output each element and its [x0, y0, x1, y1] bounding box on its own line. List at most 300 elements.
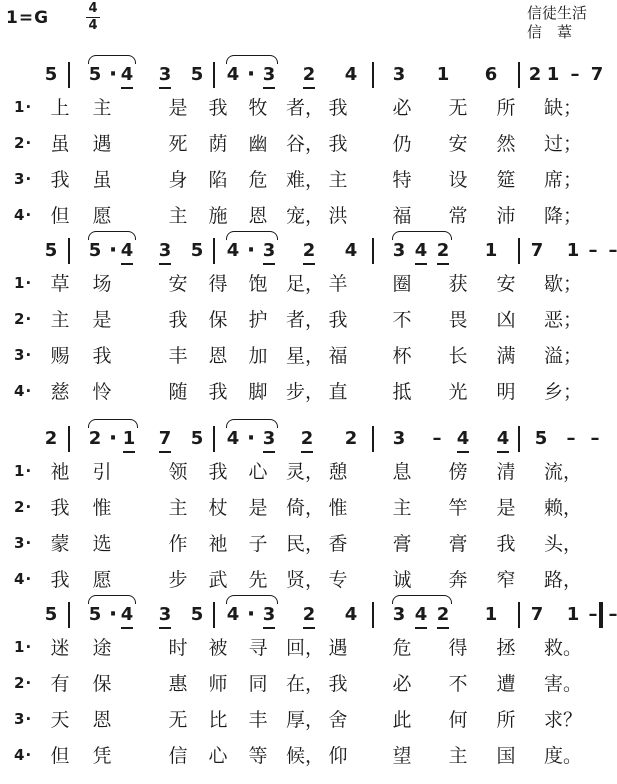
lyric-syllable: 上: [50, 97, 70, 119]
lyric-syllable: 灵，: [286, 461, 325, 483]
dot-mark: ·: [108, 426, 118, 451]
lyric-syllable: 信: [168, 745, 188, 767]
lyric-syllable: 头，: [544, 533, 583, 555]
tie-slur: [88, 595, 136, 604]
verse-number: 2 ·: [14, 498, 31, 516]
lyric-syllable: 度。: [544, 745, 583, 767]
lyric-syllable: 身: [168, 169, 188, 191]
barline: [372, 426, 374, 452]
lyric-syllable: 同: [248, 673, 268, 695]
eighth-underline: [263, 263, 275, 265]
lyric-syllable: 无: [168, 709, 188, 731]
lyric-syllable: 是: [248, 497, 268, 519]
lyric-syllable: 抵: [392, 381, 412, 403]
lyric-syllable: 遭: [496, 673, 516, 695]
barline: [518, 426, 520, 452]
verse-number: 4 ·: [14, 570, 31, 588]
lyric-syllable: 所: [496, 709, 516, 731]
lyric-syllable: 窄: [496, 569, 516, 591]
verse-line: [0, 566, 617, 596]
note: 5: [190, 64, 204, 85]
barline: [372, 602, 374, 628]
note: 5: [88, 64, 102, 85]
lyric-syllable: 是: [92, 309, 112, 331]
lyric-syllable: 回，: [286, 637, 325, 659]
score-system: [0, 60, 617, 238]
eighth-underline: [437, 627, 449, 629]
lyric-syllable: 常: [448, 205, 468, 227]
lyric-syllable: 专: [328, 569, 348, 591]
lyric-syllable: 宠，: [286, 205, 325, 227]
note: 3: [392, 240, 406, 261]
lyric-syllable: 者，: [286, 309, 325, 331]
time-signature-top: 4: [88, 1, 98, 16]
lyric-syllable: 圈: [392, 273, 412, 295]
note: 4: [496, 428, 510, 450]
lyric-syllable: 子: [248, 533, 268, 555]
lyric-syllable: 祂: [208, 533, 228, 555]
lyric-syllable: 我: [328, 309, 348, 331]
lyric-syllable: 安: [168, 273, 188, 295]
lyric-syllable: 我: [208, 97, 228, 119]
note: 4: [226, 240, 240, 261]
note: 4: [414, 240, 428, 262]
lyric-syllable: 长: [448, 345, 468, 367]
lyric-syllable: 必: [392, 97, 412, 119]
note: 1: [566, 604, 580, 625]
note: 2: [344, 428, 358, 449]
note: 5: [44, 64, 58, 85]
note: 2: [302, 240, 316, 262]
lyric-syllable: 我: [208, 461, 228, 483]
verse-number: 2 ·: [14, 310, 31, 328]
time-signature: [86, 2, 100, 33]
lyric-syllable: 幽: [248, 133, 268, 155]
note: 4: [226, 604, 240, 625]
lyric-syllable: 畏: [448, 309, 468, 331]
lyric-syllable: 贤，: [286, 569, 325, 591]
lyric-syllable: 是: [168, 97, 188, 119]
lyric-syllable: 杯: [392, 345, 412, 367]
note: 2: [88, 428, 102, 449]
lyric-syllable: 香: [328, 533, 348, 555]
note: 1: [436, 64, 450, 85]
verse-line: [0, 494, 617, 524]
verse-line: [0, 706, 617, 736]
lyric-syllable: 主: [392, 497, 412, 519]
verse-line: [0, 166, 617, 196]
notation-line: [0, 236, 617, 266]
lyric-syllable: 惠: [168, 673, 188, 695]
lyric-syllable: 但: [50, 205, 70, 227]
lyric-syllable: 福: [392, 205, 412, 227]
extension-dash: –: [570, 64, 580, 85]
lyric-syllable: 虽: [50, 133, 70, 155]
lyric-syllable: 比: [208, 709, 228, 731]
barline: [213, 426, 215, 452]
note: 2: [528, 64, 542, 85]
note: 2: [44, 428, 58, 449]
verse-line: [0, 530, 617, 560]
tie-slur: [226, 231, 278, 240]
note: 1: [122, 428, 136, 450]
lyric-syllable: 天: [50, 709, 70, 731]
lyric-syllable: 我: [328, 97, 348, 119]
lyric-syllable: 获: [448, 273, 468, 295]
note: 3: [392, 604, 406, 625]
eighth-underline: [303, 87, 315, 89]
lyric-syllable: 害。: [544, 673, 583, 695]
lyric-syllable: 赐: [50, 345, 70, 367]
tie-slur: [226, 419, 278, 428]
lyric-syllable: 福: [328, 345, 348, 367]
eighth-underline: [159, 451, 171, 453]
eighth-underline: [263, 627, 275, 629]
barline: [68, 426, 70, 452]
lyric-syllable: 羊: [328, 273, 348, 295]
lyric-syllable: 设: [448, 169, 468, 191]
lyric-syllable: 脚: [248, 381, 268, 403]
tie-slur: [226, 55, 278, 64]
eighth-underline: [437, 263, 449, 265]
lyric-syllable: 满: [496, 345, 516, 367]
verse-line: [0, 378, 617, 408]
verse-line: [0, 130, 617, 160]
dot-mark: ·: [246, 62, 256, 87]
lyric-syllable: 饱: [248, 273, 268, 295]
score-system: [0, 424, 617, 602]
lyric-syllable: 我: [328, 673, 348, 695]
note: 4: [344, 240, 358, 261]
note: 3: [158, 604, 172, 626]
barline: [518, 238, 520, 264]
verse-line: [0, 342, 617, 372]
lyric-syllable: 保: [92, 673, 112, 695]
barline: [213, 602, 215, 628]
score-header: [0, 0, 617, 56]
note: 3: [158, 240, 172, 262]
notation-line: [0, 60, 617, 90]
lyric-syllable: 步，: [286, 381, 325, 403]
lyric-syllable: 歇；: [544, 273, 583, 295]
note: 3: [262, 428, 276, 450]
lyric-syllable: 降；: [544, 205, 583, 227]
note: 2: [302, 64, 316, 86]
lyric-syllable: 牧: [248, 97, 268, 119]
verse-line: [0, 670, 617, 700]
note: 7: [530, 240, 544, 261]
note: 2: [300, 428, 314, 450]
source-credit: 信徒生活: [526, 4, 587, 22]
lyric-syllable: 所: [496, 97, 516, 119]
lyric-syllable: 明: [496, 381, 516, 403]
barline: [372, 238, 374, 264]
lyric-syllable: 舍: [328, 709, 348, 731]
note: 4: [120, 604, 134, 626]
lyric-syllable: 主: [168, 497, 188, 519]
lyric-syllable: 安: [496, 273, 516, 295]
lyric-syllable: 有: [50, 673, 70, 695]
lyric-syllable: 虽: [92, 169, 112, 191]
lyric-syllable: 随: [168, 381, 188, 403]
verse-number: 4 ·: [14, 382, 31, 400]
eighth-underline: [159, 627, 171, 629]
eighth-underline: [303, 627, 315, 629]
eighth-underline: [159, 263, 171, 265]
lyric-syllable: 慈: [50, 381, 70, 403]
tie-slur: [226, 595, 278, 604]
lyric-syllable: 护: [248, 309, 268, 331]
lyric-syllable: 凭: [92, 745, 112, 767]
note: 2: [436, 604, 450, 626]
lyric-syllable: 危: [392, 637, 412, 659]
lyric-syllable: 仍: [392, 133, 412, 155]
lyric-syllable: 恩: [92, 709, 112, 731]
note: 5: [190, 240, 204, 261]
lyric-syllable: 途: [92, 637, 112, 659]
lyric-syllable: 安: [448, 133, 468, 155]
lyric-syllable: 民，: [286, 533, 325, 555]
eighth-underline: [415, 627, 427, 629]
tie-slur: [88, 231, 136, 240]
verse-number: 3 ·: [14, 346, 31, 364]
lyric-syllable: 主: [328, 169, 348, 191]
lyric-syllable: 诚: [392, 569, 412, 591]
lyric-syllable: 时: [168, 637, 188, 659]
tie-slur: [392, 595, 452, 604]
author-credit: 信 葦: [526, 23, 572, 41]
extension-dash: –: [608, 240, 617, 261]
lyric-syllable: 我: [328, 133, 348, 155]
lyric-syllable: 主: [448, 745, 468, 767]
lyric-syllable: 望: [392, 745, 412, 767]
note: 3: [262, 64, 276, 86]
note: 3: [158, 64, 172, 86]
lyric-syllable: 必: [392, 673, 412, 695]
lyric-syllable: 陷: [208, 169, 228, 191]
lyric-syllable: 直: [328, 381, 348, 403]
dot-mark: ·: [246, 602, 256, 627]
note: 5: [88, 240, 102, 261]
extension-dash: –: [588, 240, 598, 261]
eighth-underline: [415, 263, 427, 265]
lyric-syllable: 是: [496, 497, 516, 519]
lyric-syllable: 特: [392, 169, 412, 191]
lyric-syllable: 寻: [248, 637, 268, 659]
lyric-syllable: 席；: [544, 169, 583, 191]
score-system: [0, 600, 617, 778]
lyric-syllable: 赖，: [544, 497, 583, 519]
final-barline: [599, 602, 603, 628]
lyric-syllable: 我: [208, 381, 228, 403]
eighth-underline: [263, 87, 275, 89]
lyric-syllable: 憩: [328, 461, 348, 483]
barline: [518, 602, 520, 628]
lyric-syllable: 此: [392, 709, 412, 731]
verse-line: [0, 202, 617, 232]
note: 4: [344, 604, 358, 625]
verse-line: [0, 634, 617, 664]
lyric-syllable: 路，: [544, 569, 583, 591]
lyric-syllable: 乡；: [544, 381, 583, 403]
lyric-syllable: 武: [208, 569, 228, 591]
extension-dash: –: [608, 604, 617, 625]
extension-dash: –: [432, 428, 442, 449]
lyric-syllable: 厚，: [286, 709, 325, 731]
lyric-syllable: 主: [50, 309, 70, 331]
lyric-syllable: 国: [496, 745, 516, 767]
lyric-syllable: 危: [248, 169, 268, 191]
note: 3: [262, 240, 276, 262]
lyric-syllable: 愿: [92, 569, 112, 591]
lyric-syllable: 谷，: [286, 133, 325, 155]
verse-line: [0, 94, 617, 124]
lyric-syllable: 步: [168, 569, 188, 591]
eighth-underline: [301, 451, 313, 453]
lyric-syllable: 等: [248, 745, 268, 767]
lyric-syllable: 恩: [248, 205, 268, 227]
credits: [527, 4, 587, 42]
barline: [213, 62, 215, 88]
note: 1: [484, 604, 498, 625]
eighth-underline: [123, 451, 135, 453]
note: 3: [262, 604, 276, 626]
lyric-syllable: 者，: [286, 97, 325, 119]
barline: [372, 62, 374, 88]
lyric-syllable: 息: [392, 461, 412, 483]
lyric-syllable: 心: [208, 745, 228, 767]
eighth-underline: [121, 627, 133, 629]
eighth-underline: [121, 87, 133, 89]
lyric-syllable: 丰: [168, 345, 188, 367]
lyric-syllable: 惟: [92, 497, 112, 519]
verse-number: 1 ·: [14, 462, 31, 480]
lyric-syllable: 足，: [286, 273, 325, 295]
lyric-syllable: 场: [92, 273, 112, 295]
lyric-syllable: 主: [168, 205, 188, 227]
verse-line: [0, 270, 617, 300]
lyric-syllable: 加: [248, 345, 268, 367]
lyric-syllable: 奔: [448, 569, 468, 591]
lyric-syllable: 愿: [92, 205, 112, 227]
verse-number: 2 ·: [14, 674, 31, 692]
note: 5: [44, 604, 58, 625]
lyric-syllable: 师: [208, 673, 228, 695]
dot-mark: ·: [108, 602, 118, 627]
lyric-syllable: 我: [168, 309, 188, 331]
verse-line: [0, 306, 617, 336]
notation-line: [0, 424, 617, 454]
lyric-syllable: 我: [496, 533, 516, 555]
lyric-syllable: 施: [208, 205, 228, 227]
lyric-syllable: 遇: [92, 133, 112, 155]
eighth-underline: [303, 263, 315, 265]
key-signature: 1=G: [6, 8, 50, 28]
lyric-syllable: 无: [448, 97, 468, 119]
lyric-syllable: 溢；: [544, 345, 583, 367]
extension-dash: –: [566, 428, 576, 449]
note: 7: [530, 604, 544, 625]
note: 1: [546, 64, 560, 85]
note: 5: [534, 428, 548, 449]
dot-mark: ·: [246, 426, 256, 451]
tie-slur: [88, 55, 136, 64]
lyric-syllable: 仰: [328, 745, 348, 767]
note: 5: [88, 604, 102, 625]
lyric-syllable: 膏: [392, 533, 412, 555]
lyric-syllable: 荫: [208, 133, 228, 155]
lyric-syllable: 主: [92, 97, 112, 119]
lyric-syllable: 死: [168, 133, 188, 155]
verse-line: [0, 458, 617, 488]
lyric-syllable: 惟: [328, 497, 348, 519]
lyric-syllable: 杖: [208, 497, 228, 519]
lyric-syllable: 我: [50, 569, 70, 591]
lyric-syllable: 选: [92, 533, 112, 555]
lyric-syllable: 沛: [496, 205, 516, 227]
lyric-syllable: 但: [50, 745, 70, 767]
verse-number: 4 ·: [14, 746, 31, 764]
note: 1: [484, 240, 498, 261]
lyric-syllable: 不: [448, 673, 468, 695]
lyric-syllable: 竿: [448, 497, 468, 519]
verse-number: 4 ·: [14, 206, 31, 224]
note: 6: [484, 64, 498, 85]
lyric-syllable: 丰: [248, 709, 268, 731]
verse-number: 3 ·: [14, 534, 31, 552]
lyric-syllable: 然: [496, 133, 516, 155]
notation-line: [0, 600, 617, 630]
dot-mark: ·: [246, 238, 256, 263]
note: 4: [120, 240, 134, 262]
tie-slur: [392, 231, 452, 240]
note: 7: [158, 428, 172, 450]
lyric-syllable: 过；: [544, 133, 583, 155]
lyric-syllable: 难，: [286, 169, 325, 191]
eighth-underline: [121, 263, 133, 265]
barline: [68, 62, 70, 88]
lyric-syllable: 膏: [448, 533, 468, 555]
lyric-syllable: 引: [92, 461, 112, 483]
lyric-syllable: 领: [168, 461, 188, 483]
lyric-syllable: 凶: [496, 309, 516, 331]
lyric-syllable: 流，: [544, 461, 583, 483]
lyric-syllable: 草: [50, 273, 70, 295]
lyric-syllable: 在，: [286, 673, 325, 695]
lyric-syllable: 拯: [496, 637, 516, 659]
eighth-underline: [159, 87, 171, 89]
note: 4: [226, 428, 240, 449]
lyric-syllable: 保: [208, 309, 228, 331]
eighth-underline: [497, 451, 509, 453]
note: 1: [566, 240, 580, 261]
lyric-syllable: 倚，: [286, 497, 325, 519]
barline: [213, 238, 215, 264]
verse-number: 3 ·: [14, 710, 31, 728]
note: 7: [590, 64, 604, 85]
lyric-syllable: 祂: [50, 461, 70, 483]
note: 4: [414, 604, 428, 626]
eighth-underline: [457, 451, 469, 453]
lyric-syllable: 候，: [286, 745, 325, 767]
tie-slur: [88, 419, 138, 428]
dot-mark: ·: [108, 62, 118, 87]
lyric-syllable: 筵: [496, 169, 516, 191]
score-system: [0, 236, 617, 414]
note: 4: [344, 64, 358, 85]
lyric-syllable: 怜: [92, 381, 112, 403]
lyric-syllable: 作: [168, 533, 188, 555]
